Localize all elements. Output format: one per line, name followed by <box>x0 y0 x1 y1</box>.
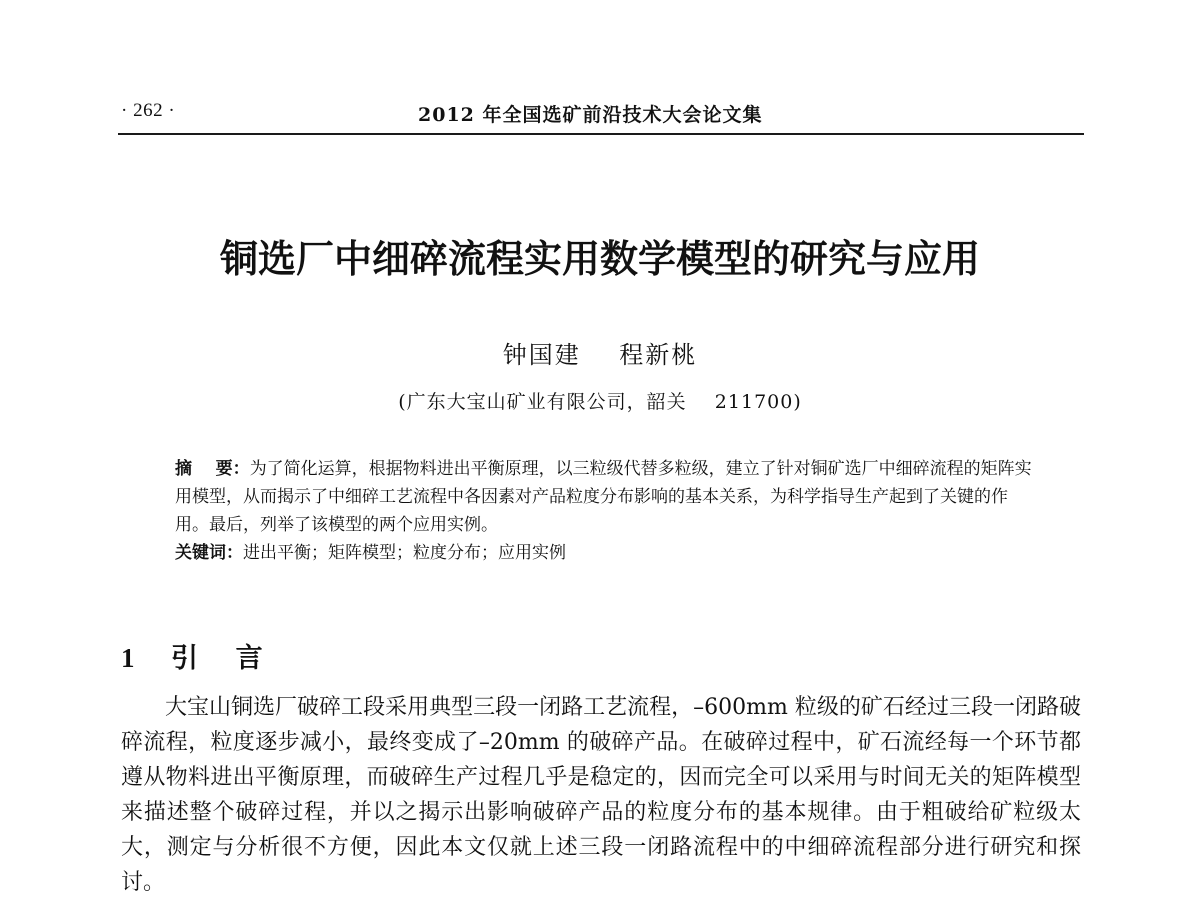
paper-title: 铜选厂中细碎流程实用数学模型的研究与应用 <box>219 236 980 281</box>
section-number: 1 <box>121 643 135 673</box>
section-title: 引 言 <box>171 643 263 674</box>
abstract-label: 摘 要： <box>175 459 250 479</box>
abstract-text: 为了简化运算，根据物料进出平衡原理，以三粒级代替多粒级，建立了针对铜矿选厂中细碎流程的矩阵实用模型，从而揭示了中细碎工艺流程中各因素对产品粒度分布影响的基本关系，为科学指导生产起到了关键的作用。最后，列举了该模型的两个应用实例。 <box>175 459 1032 535</box>
abstract-block <box>175 455 1035 567</box>
keywords-text: 进出平衡；矩阵模型；粒度分布；应用实例 <box>243 543 566 563</box>
keywords-label: 关键词： <box>175 543 243 563</box>
header-divider <box>118 133 1084 135</box>
page-number: · 262 · <box>121 100 176 121</box>
section-heading-introduction <box>121 636 263 675</box>
affiliation: (广东大宝山矿业有限公司，韶关 211700) <box>398 391 802 413</box>
keywords-line <box>175 539 1035 567</box>
abstract-paragraph <box>175 455 1035 539</box>
authors: 钟国建 程新桃 <box>502 341 698 369</box>
running-header <box>121 98 1083 126</box>
journal-title: 2012 年全国选矿前沿技术大会论文集 <box>418 104 763 126</box>
introduction-paragraph: 大宝山铜选厂破碎工段采用典型三段一闭路工艺流程，–600mm 粒级的矿石经过三段一闭路破碎流程，粒度逐步减小，最终变成了–20mm 的破碎产品。在破碎过程中，矿石流经每一个环节都遵从物料进出平衡原理，而破碎生产过程几乎是稳定的，因而完全可以采用与时间无关的矩阵模型来描述整个破碎过程，并以之揭示出影响破碎产品的粒度分布的基本规律。由于粗破给矿粒级太大，测定与分析很不方便，因此本文仅就上述三段一闭路流程中的中细碎流程部分进行研究和探讨。 <box>121 695 1081 895</box>
